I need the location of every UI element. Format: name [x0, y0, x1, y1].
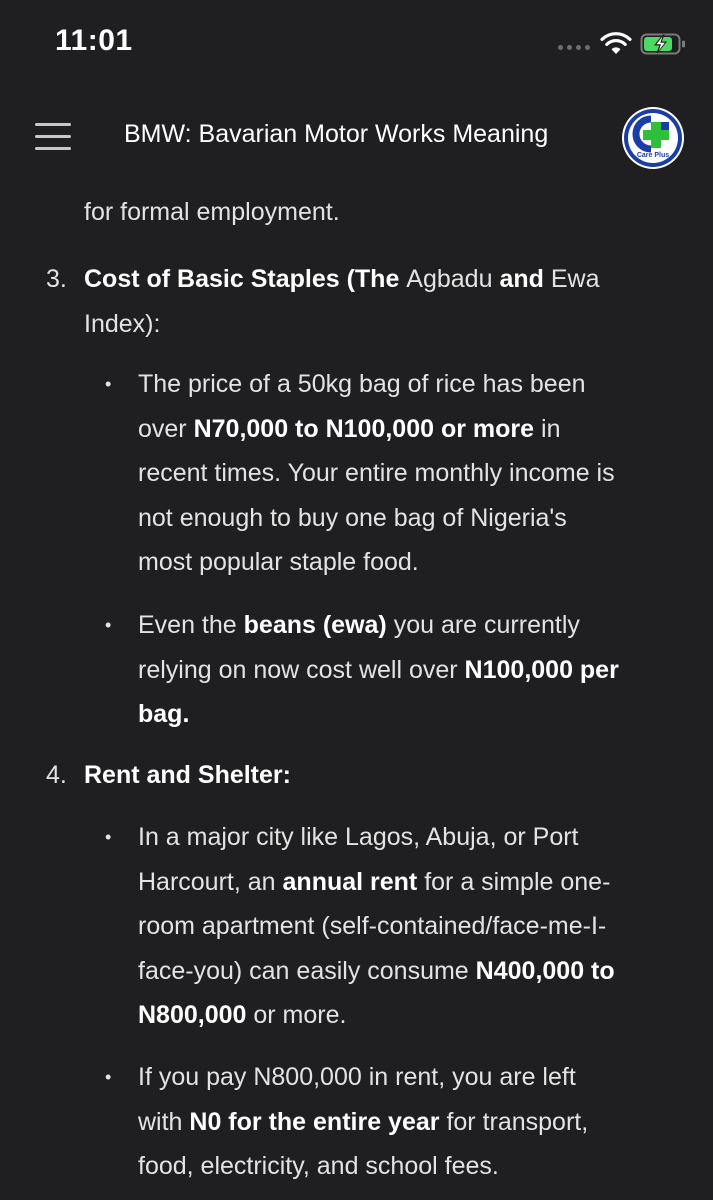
status-bar — [0, 0, 713, 90]
bullet-symbol: • — [105, 827, 112, 847]
list-number: 3. — [46, 265, 67, 293]
wifi-icon — [600, 32, 632, 56]
page-title: BMW: Bavarian Motor Works Meaning — [124, 120, 549, 148]
hamburger-menu-icon[interactable] — [35, 123, 71, 151]
bullet-item: • In a major city like Lagos, Abuja, or Port Harcourt, an annual rent for a simple one- room apartment (self-contained/face-me-I- face-you) can easily consume N400,000 to N800,000 or more. — [138, 815, 683, 1038]
list-number: 4. — [46, 761, 67, 789]
care-plus-logo[interactable] — [621, 106, 685, 170]
bullet-item: • The price of a 50kg bag of rice has been over N70,000 to N100,000 or more in recent times. Your entire monthly income is not enough to buy one bag of Nigeria's most popular staple food. — [138, 362, 683, 585]
status-time: 11:01 — [55, 24, 133, 57]
bullet-symbol: • — [105, 1067, 112, 1087]
bullet-item: • Even the beans (ewa) you are currently relying on now cost well over N100,000 per bag. — [138, 603, 683, 737]
battery-charging-icon — [640, 32, 686, 56]
app-bar — [0, 90, 713, 182]
logo-text: Care Plus — [636, 152, 670, 159]
bullet-symbol: • — [105, 374, 112, 394]
list-item-3 — [46, 257, 684, 346]
list-item-4 — [46, 753, 684, 798]
item-heading: Rent and Shelter: — [84, 761, 291, 789]
bullet-symbol: • — [105, 615, 112, 635]
item-heading-line-2: Index): — [84, 309, 161, 338]
continued-text: for formal employment. — [84, 198, 340, 226]
item-heading: Cost of Basic Staples (The Agbadu and Ewa — [84, 265, 600, 293]
bullet-item: • If you pay N800,000 in rent, you are left with N0 for the entire year for transport, food, electricity, and school fees. — [138, 1055, 683, 1189]
cellular-signal-icon — [558, 45, 590, 50]
